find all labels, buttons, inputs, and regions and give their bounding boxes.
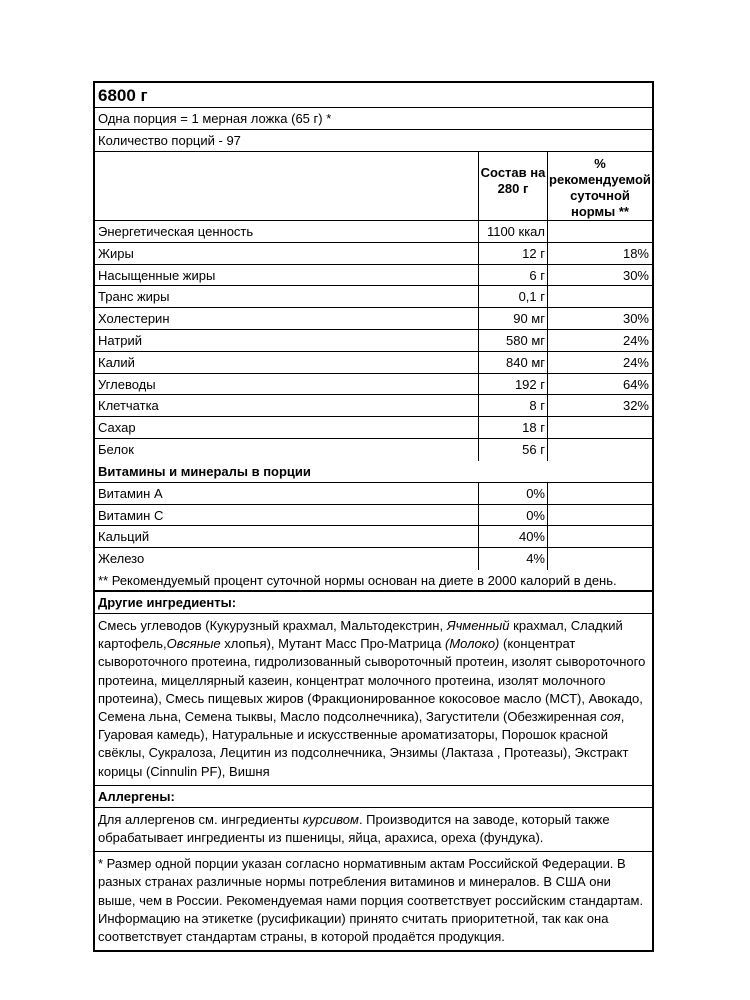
row-daily-value: 64% [547,374,652,395]
row-label: Железо [98,551,145,567]
nutrient-row [95,265,652,287]
row-label: Жиры [98,245,134,261]
row-daily-value: 18% [547,243,652,264]
row-daily-value: 30% [547,265,652,286]
row-label: Насыщенные жиры [98,267,216,283]
row-daily-value [547,505,652,526]
row-daily-value [547,526,652,547]
column-header-daily-value [547,152,652,220]
row-amount: 840 мг [478,352,547,373]
row-amount: 56 г [478,439,547,461]
text-segment: . Производится на заводе, который также обрабатывает ингредиенты из пшеницы, яйца, арахиса, ореха (фундука). [98,811,610,845]
row-daily-value: 30% [547,308,652,329]
nutrient-row [95,417,652,439]
serving-note: * Размер одной порции указан согласно нормативным актам Российской Федерации. В разных странах различные нормы потребления витаминов и минералов. В США они выше, чем в России. Рекомендуемая нами порция соответствует российским стандартам. [98,856,644,908]
row-label: Транс жиры [98,289,170,305]
row-daily-value: 24% [547,330,652,351]
table-header [95,152,652,221]
row-amount: 8 г [478,395,547,416]
row-daily-value: 24% [547,352,652,373]
allergen-italic-text: соя [600,708,621,724]
notes-block [95,852,652,950]
table-header-blank [95,152,478,220]
row-label: Калий [98,354,135,370]
dv-header-line: суточной [570,188,630,203]
nutrient-row [95,374,652,396]
row-label: Натрий [98,332,143,348]
row-label: Энергетическая ценность [98,224,254,239]
dv-header-line: рекомендуемой [549,172,651,187]
row-label: Витамин А [98,485,163,501]
allergens-text [95,808,652,852]
allergens-heading: Аллергены: [95,786,652,808]
nutrient-row [95,330,652,352]
vitamin-row [95,505,652,527]
serving-size: Одна порция = 1 мерная ложка (65 г) * [95,108,652,130]
text-segment: хлопья), Мутант Масс Про-Матрица [220,636,446,652]
ingredients-heading: Другие ингредиенты: [95,592,652,614]
vitamin-row [95,483,652,505]
row-label: Белок [98,441,134,457]
dv-header-line: % [594,156,606,171]
text-segment: , Гуаровая камедь), Натуральные и искусственные ароматизаторы, Порошок красной свёклы, Сукралоза, Лецитин из подсолнечника, Энзимы (Лактаза , Протеазы), Экстракт корицы (Cinnulin PF), Вишня [98,708,629,779]
row-daily-value [547,221,652,242]
vitamin-row [95,548,652,570]
row-amount: 0% [478,505,547,526]
nutrient-row [95,308,652,330]
row-amount: 1100 ккал [478,221,547,242]
row-amount: 18 г [478,417,547,438]
text-segment: Для аллергенов см. ингредиенты [98,811,303,827]
row-label: Сахар [98,420,136,436]
row-label: Кальций [98,529,150,545]
row-amount: 0,1 г [478,286,547,307]
row-amount: 192 г [478,374,547,395]
row-daily-value [547,548,652,570]
row-amount: 4% [478,548,547,570]
row-amount: 12 г [478,243,547,264]
row-amount: 40% [478,526,547,547]
text-segment: крахмал, Сладкий картофель, [98,617,623,652]
allergen-italic-text: (Молоко) [445,636,500,652]
allergen-italic-text: Ячменный [446,617,510,633]
row-label: Холестерин [98,311,170,327]
daily-value-footnote: ** Рекомендуемый процент суточной нормы основан на диете в 2000 калорий в день. [95,570,652,592]
row-label: Клетчатка [98,398,159,414]
nutrient-row [95,352,652,374]
row-amount: 6 г [478,265,547,286]
nutrient-row [95,243,652,265]
product-weight: 6800 г [95,83,652,108]
text-segment: Смесь углеводов (Кукурузный крахмал, Мальтодекстрин, [98,617,447,633]
row-daily-value [547,286,652,307]
text-segment: (концентрат сывороточного протеина, гидролизованный сывороточный протеин, изолят сывороточного протеина, мицеллярный казеин, концентрат молочного протеина, изолят молочного протеина), Смесь пищевых жиров (Фракционированное кокосовое масло (МСТ), Авокадо, Семена льна, Семена тыквы, Масло подсолнечника), Загустители (Обезжиренная [98,636,646,724]
row-amount: 580 мг [478,330,547,351]
nutrient-row [95,439,652,461]
row-amount: 0% [478,483,547,504]
vitamins-heading: Витамины и минералы в порции [95,461,652,483]
row-daily-value [547,439,652,461]
column-header-amount: Состав на 280 г [478,152,547,220]
ingredients-text [95,614,652,786]
allergen-italic-text: курсивом [302,811,359,827]
row-amount: 90 мг [478,308,547,329]
row-daily-value: 32% [547,395,652,416]
nutrient-row [95,286,652,308]
nutrition-facts-panel [93,81,654,952]
label-note: Информацию на этикетке (русификации) принято считать приоритетной, так как она соответствует стандартам страны, в которой продаётся продукция. [98,910,609,944]
nutrient-row [95,395,652,417]
vitamin-row [95,526,652,548]
row-daily-value [547,417,652,438]
servings-count: Количество порций - 97 [95,130,652,152]
allergen-italic-text: Овсяные [166,636,221,652]
dv-header-line: нормы ** [570,204,629,219]
nutrient-row [95,221,652,243]
row-label: Углеводы [98,376,156,392]
row-label: Витамин С [98,507,164,523]
row-daily-value [547,483,652,504]
